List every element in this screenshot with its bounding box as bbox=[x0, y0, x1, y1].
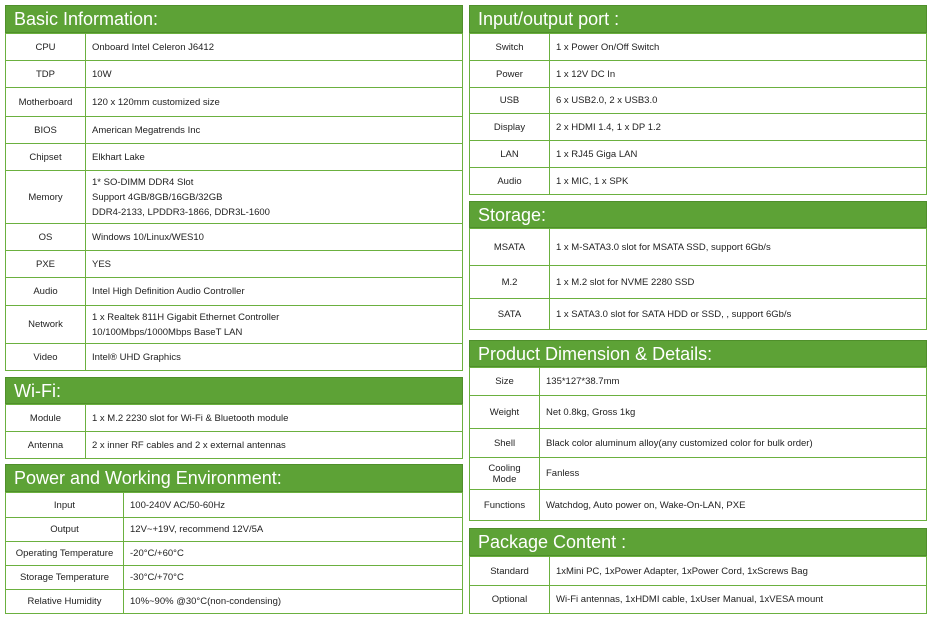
table-row bbox=[470, 586, 927, 614]
basic-info-header: Basic Information: bbox=[5, 5, 463, 33]
table-row bbox=[6, 278, 463, 306]
table-row bbox=[470, 88, 927, 114]
spec-value: Watchdog, Auto power on, Wake-On-LAN, PXE bbox=[540, 490, 927, 521]
spec-value: American Megatrends Inc bbox=[86, 117, 463, 144]
spec-key: PXE bbox=[6, 251, 86, 278]
spec-value: 1 x M-SATA3.0 slot for MSATA SSD, support 6Gb/s bbox=[550, 229, 927, 266]
spec-key: Output bbox=[6, 518, 124, 542]
spec-value: 1 x SATA3.0 slot for SATA HDD or SSD, , support 6Gb/s bbox=[550, 299, 927, 330]
spec-key: OS bbox=[6, 224, 86, 251]
spec-key: Weight bbox=[470, 396, 540, 429]
spec-value bbox=[86, 306, 463, 344]
spec-key: Cooling Mode bbox=[470, 458, 540, 490]
table-row bbox=[470, 557, 927, 586]
spec-key: Input bbox=[6, 493, 124, 518]
spec-key: SATA bbox=[470, 299, 550, 330]
table-row bbox=[470, 396, 927, 429]
spec-key: Chipset bbox=[6, 144, 86, 171]
table-row bbox=[6, 306, 463, 344]
basic-info-panel bbox=[5, 5, 463, 371]
table-row bbox=[6, 171, 463, 224]
table-row bbox=[6, 493, 463, 518]
spec-value: Onboard Intel Celeron J6412 bbox=[86, 34, 463, 61]
spec-value-line: Support 4GB/8GB/16GB/32GB bbox=[92, 191, 223, 203]
table-row bbox=[470, 114, 927, 141]
table-row bbox=[6, 344, 463, 371]
spec-value: YES bbox=[86, 251, 463, 278]
spec-value bbox=[86, 171, 463, 224]
table-row bbox=[6, 518, 463, 542]
package-header: Package Content : bbox=[469, 528, 927, 556]
spec-value: 10W bbox=[86, 61, 463, 88]
wifi-panel bbox=[5, 377, 463, 459]
table-row bbox=[470, 34, 927, 61]
spec-key: Standard bbox=[470, 557, 550, 586]
power-table bbox=[5, 492, 463, 614]
table-row bbox=[470, 168, 927, 195]
spec-key: Relative Humidity bbox=[6, 590, 124, 614]
spec-value: 12V~+19V, recommend 12V/5A bbox=[124, 518, 463, 542]
table-row bbox=[6, 61, 463, 88]
spec-value: 120 x 120mm customized size bbox=[86, 88, 463, 117]
spec-value: Intel® UHD Graphics bbox=[86, 344, 463, 371]
spec-value: Fanless bbox=[540, 458, 927, 490]
table-row bbox=[470, 490, 927, 521]
dimension-header: Product Dimension & Details: bbox=[469, 340, 927, 367]
spec-key: Switch bbox=[470, 34, 550, 61]
dimension-panel bbox=[469, 340, 927, 521]
spec-key: Optional bbox=[470, 586, 550, 614]
table-row bbox=[470, 61, 927, 88]
spec-value-line: 10/100Mbps/1000Mbps BaseT LAN bbox=[92, 326, 243, 338]
spec-value-line: DDR4-2133, LPDDR3-1866, DDR3L-1600 bbox=[92, 206, 270, 218]
spec-value: 135*127*38.7mm bbox=[540, 368, 927, 396]
spec-key: Operating Temperature bbox=[6, 542, 124, 566]
power-panel bbox=[5, 464, 463, 614]
storage-panel bbox=[469, 201, 927, 330]
spec-value: Black color aluminum alloy(any customized color for bulk order) bbox=[540, 429, 927, 458]
spec-value: 2 x inner RF cables and 2 x external antennas bbox=[86, 432, 463, 459]
spec-key: Module bbox=[6, 405, 86, 432]
spec-value: -20°C/+60°C bbox=[124, 542, 463, 566]
spec-key: MSATA bbox=[470, 229, 550, 266]
spec-key: BIOS bbox=[6, 117, 86, 144]
io-table bbox=[469, 33, 927, 195]
basic-info-table bbox=[5, 33, 463, 371]
spec-key: Memory bbox=[6, 171, 86, 224]
spec-key: CPU bbox=[6, 34, 86, 61]
table-row bbox=[470, 429, 927, 458]
storage-header: Storage: bbox=[469, 201, 927, 228]
table-row bbox=[6, 144, 463, 171]
spec-key: TDP bbox=[6, 61, 86, 88]
spec-value: -30°C/+70°C bbox=[124, 566, 463, 590]
table-row bbox=[6, 88, 463, 117]
spec-value: 1 x MIC, 1 x SPK bbox=[550, 168, 927, 195]
table-row bbox=[6, 405, 463, 432]
spec-value: 10%~90% @30°C(non-condensing) bbox=[124, 590, 463, 614]
spec-key: Motherboard bbox=[6, 88, 86, 117]
spec-key: Audio bbox=[470, 168, 550, 195]
io-panel bbox=[469, 5, 927, 195]
spec-value-line: 1* SO-DIMM DDR4 Slot bbox=[92, 176, 194, 188]
spec-key: Display bbox=[470, 114, 550, 141]
table-row bbox=[6, 542, 463, 566]
spec-value: Elkhart Lake bbox=[86, 144, 463, 171]
package-panel bbox=[469, 528, 927, 614]
spec-key: USB bbox=[470, 88, 550, 114]
table-row bbox=[470, 266, 927, 299]
table-row bbox=[470, 368, 927, 396]
table-row bbox=[6, 117, 463, 144]
spec-value-line: 1 x Realtek 811H Gigabit Ethernet Controller bbox=[92, 311, 280, 323]
spec-value: 6 x USB2.0, 2 x USB3.0 bbox=[550, 88, 927, 114]
spec-value: Wi-Fi antennas, 1xHDMI cable, 1xUser Manual, 1xVESA mount bbox=[550, 586, 927, 614]
spec-key: Storage Temperature bbox=[6, 566, 124, 590]
spec-key: M.2 bbox=[470, 266, 550, 299]
package-table bbox=[469, 556, 927, 614]
spec-key: Functions bbox=[470, 490, 540, 521]
spec-key: Video bbox=[6, 344, 86, 371]
table-row bbox=[6, 432, 463, 459]
spec-key: Power bbox=[470, 61, 550, 88]
table-row bbox=[6, 566, 463, 590]
table-row bbox=[6, 251, 463, 278]
spec-value: 1 x 12V DC In bbox=[550, 61, 927, 88]
spec-key: Shell bbox=[470, 429, 540, 458]
spec-key: Antenna bbox=[6, 432, 86, 459]
table-row bbox=[6, 590, 463, 614]
storage-table bbox=[469, 228, 927, 330]
spec-value: Intel High Definition Audio Controller bbox=[86, 278, 463, 306]
table-row bbox=[6, 224, 463, 251]
spec-key: LAN bbox=[470, 141, 550, 168]
dimension-table bbox=[469, 367, 927, 521]
spec-key: Network bbox=[6, 306, 86, 344]
spec-value: 2 x HDMI 1.4, 1 x DP 1.2 bbox=[550, 114, 927, 141]
table-row bbox=[470, 229, 927, 266]
wifi-header: Wi-Fi: bbox=[5, 377, 463, 404]
table-row bbox=[470, 458, 927, 490]
spec-key: Audio bbox=[6, 278, 86, 306]
table-row bbox=[470, 299, 927, 330]
wifi-table bbox=[5, 404, 463, 459]
power-header: Power and Working Environment: bbox=[5, 464, 463, 492]
table-row bbox=[470, 141, 927, 168]
spec-key: Size bbox=[470, 368, 540, 396]
spec-value: 1 x RJ45 Giga LAN bbox=[550, 141, 927, 168]
spec-value: 1xMini PC, 1xPower Adapter, 1xPower Cord, 1xScrews Bag bbox=[550, 557, 927, 586]
spec-value: Net 0.8kg, Gross 1kg bbox=[540, 396, 927, 429]
io-header: Input/output port : bbox=[469, 5, 927, 33]
spec-value: 1 x M.2 slot for NVME 2280 SSD bbox=[550, 266, 927, 299]
spec-value: Windows 10/Linux/WES10 bbox=[86, 224, 463, 251]
spec-value: 100-240V AC/50-60Hz bbox=[124, 493, 463, 518]
spec-value: 1 x Power On/Off Switch bbox=[550, 34, 927, 61]
table-row bbox=[6, 34, 463, 61]
spec-value: 1 x M.2 2230 slot for Wi-Fi & Bluetooth module bbox=[86, 405, 463, 432]
